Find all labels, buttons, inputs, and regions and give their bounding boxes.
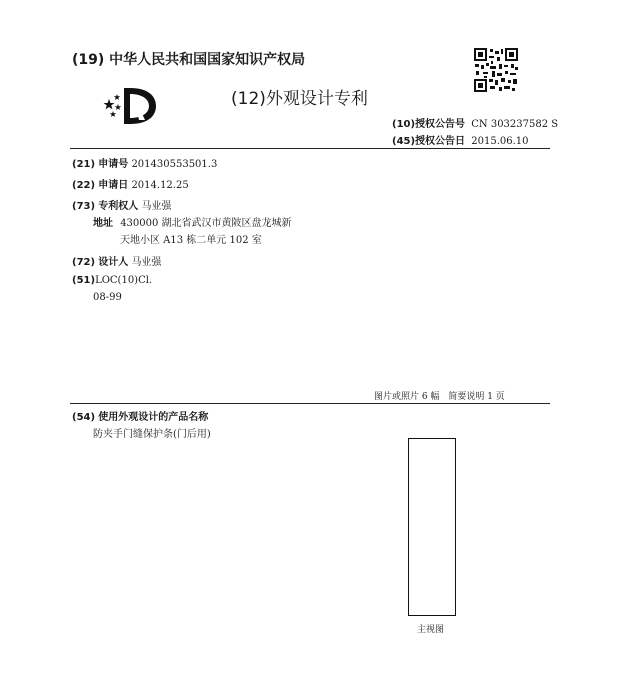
loc-label: LOC(10)Cl. [95, 275, 153, 286]
patentee-value: 马业强 [141, 201, 172, 212]
product-name: 防夹手门缝保护条(门后用) [93, 429, 211, 440]
patent-type-code: (12) [231, 89, 266, 109]
patentee-label: 专利权人 [98, 201, 139, 212]
loc-value: 08-99 [93, 292, 122, 303]
designer-row [72, 253, 161, 268]
grant-number-row [392, 115, 558, 130]
figure-count: 图片或照片 6 幅 [374, 392, 440, 402]
grant-number-value: CN 303237582 S [471, 119, 559, 130]
designer-label: 设计人 [98, 257, 129, 268]
application-date-code: (22) [72, 180, 96, 191]
application-number-value: 201430553501.3 [131, 159, 218, 170]
grant-date-code: (45) [392, 136, 416, 147]
patent-type-title [231, 84, 368, 109]
designer-code: (72) [72, 257, 96, 268]
counts-row [374, 389, 505, 402]
cnipa-emblem-icon [100, 84, 162, 126]
application-date-value: 2014.12.25 [131, 180, 189, 191]
header-divider [70, 148, 550, 149]
patentee-address-label: 地址 [93, 218, 113, 229]
product-code: (54) [72, 412, 96, 423]
office-header [72, 49, 305, 69]
loc-row [72, 275, 152, 286]
grant-date-row [392, 132, 529, 147]
patentee-address-line1: 430000 湖北省武汉市黄陂区盘龙城新 [120, 218, 292, 229]
application-number-label: 申请号 [98, 159, 129, 170]
grant-number-label: 授权公告号 [415, 119, 466, 130]
grant-date-label: 授权公告日 [415, 136, 466, 147]
grant-number-code: (10) [392, 119, 416, 130]
front-view-drawing [408, 438, 456, 616]
patentee-address-line2: 天地小区 A13 栋二单元 102 室 [120, 235, 262, 246]
designer-value: 马业强 [131, 257, 162, 268]
product-heading-row [72, 408, 208, 423]
application-number-code: (21) [72, 159, 96, 170]
office-name: 中华人民共和国国家知识产权局 [109, 52, 306, 68]
application-date-row [72, 176, 189, 191]
patent-type-name: 外观设计专利 [265, 89, 368, 109]
product-label: 使用外观设计的产品名称 [98, 412, 209, 423]
body-divider [70, 403, 550, 404]
application-number-row [72, 155, 217, 170]
figure-caption: 主视图 [417, 625, 445, 635]
qr-code [473, 47, 519, 93]
brief-count: 简要说明 1 页 [448, 392, 505, 402]
loc-code: (51) [72, 275, 96, 286]
application-date-label: 申请日 [98, 180, 129, 191]
grant-date-value: 2015.06.10 [471, 136, 529, 147]
patentee-row [72, 197, 171, 212]
patentee-code: (73) [72, 201, 96, 212]
office-code: (19) [72, 52, 105, 68]
patentee-address-row [93, 214, 292, 229]
